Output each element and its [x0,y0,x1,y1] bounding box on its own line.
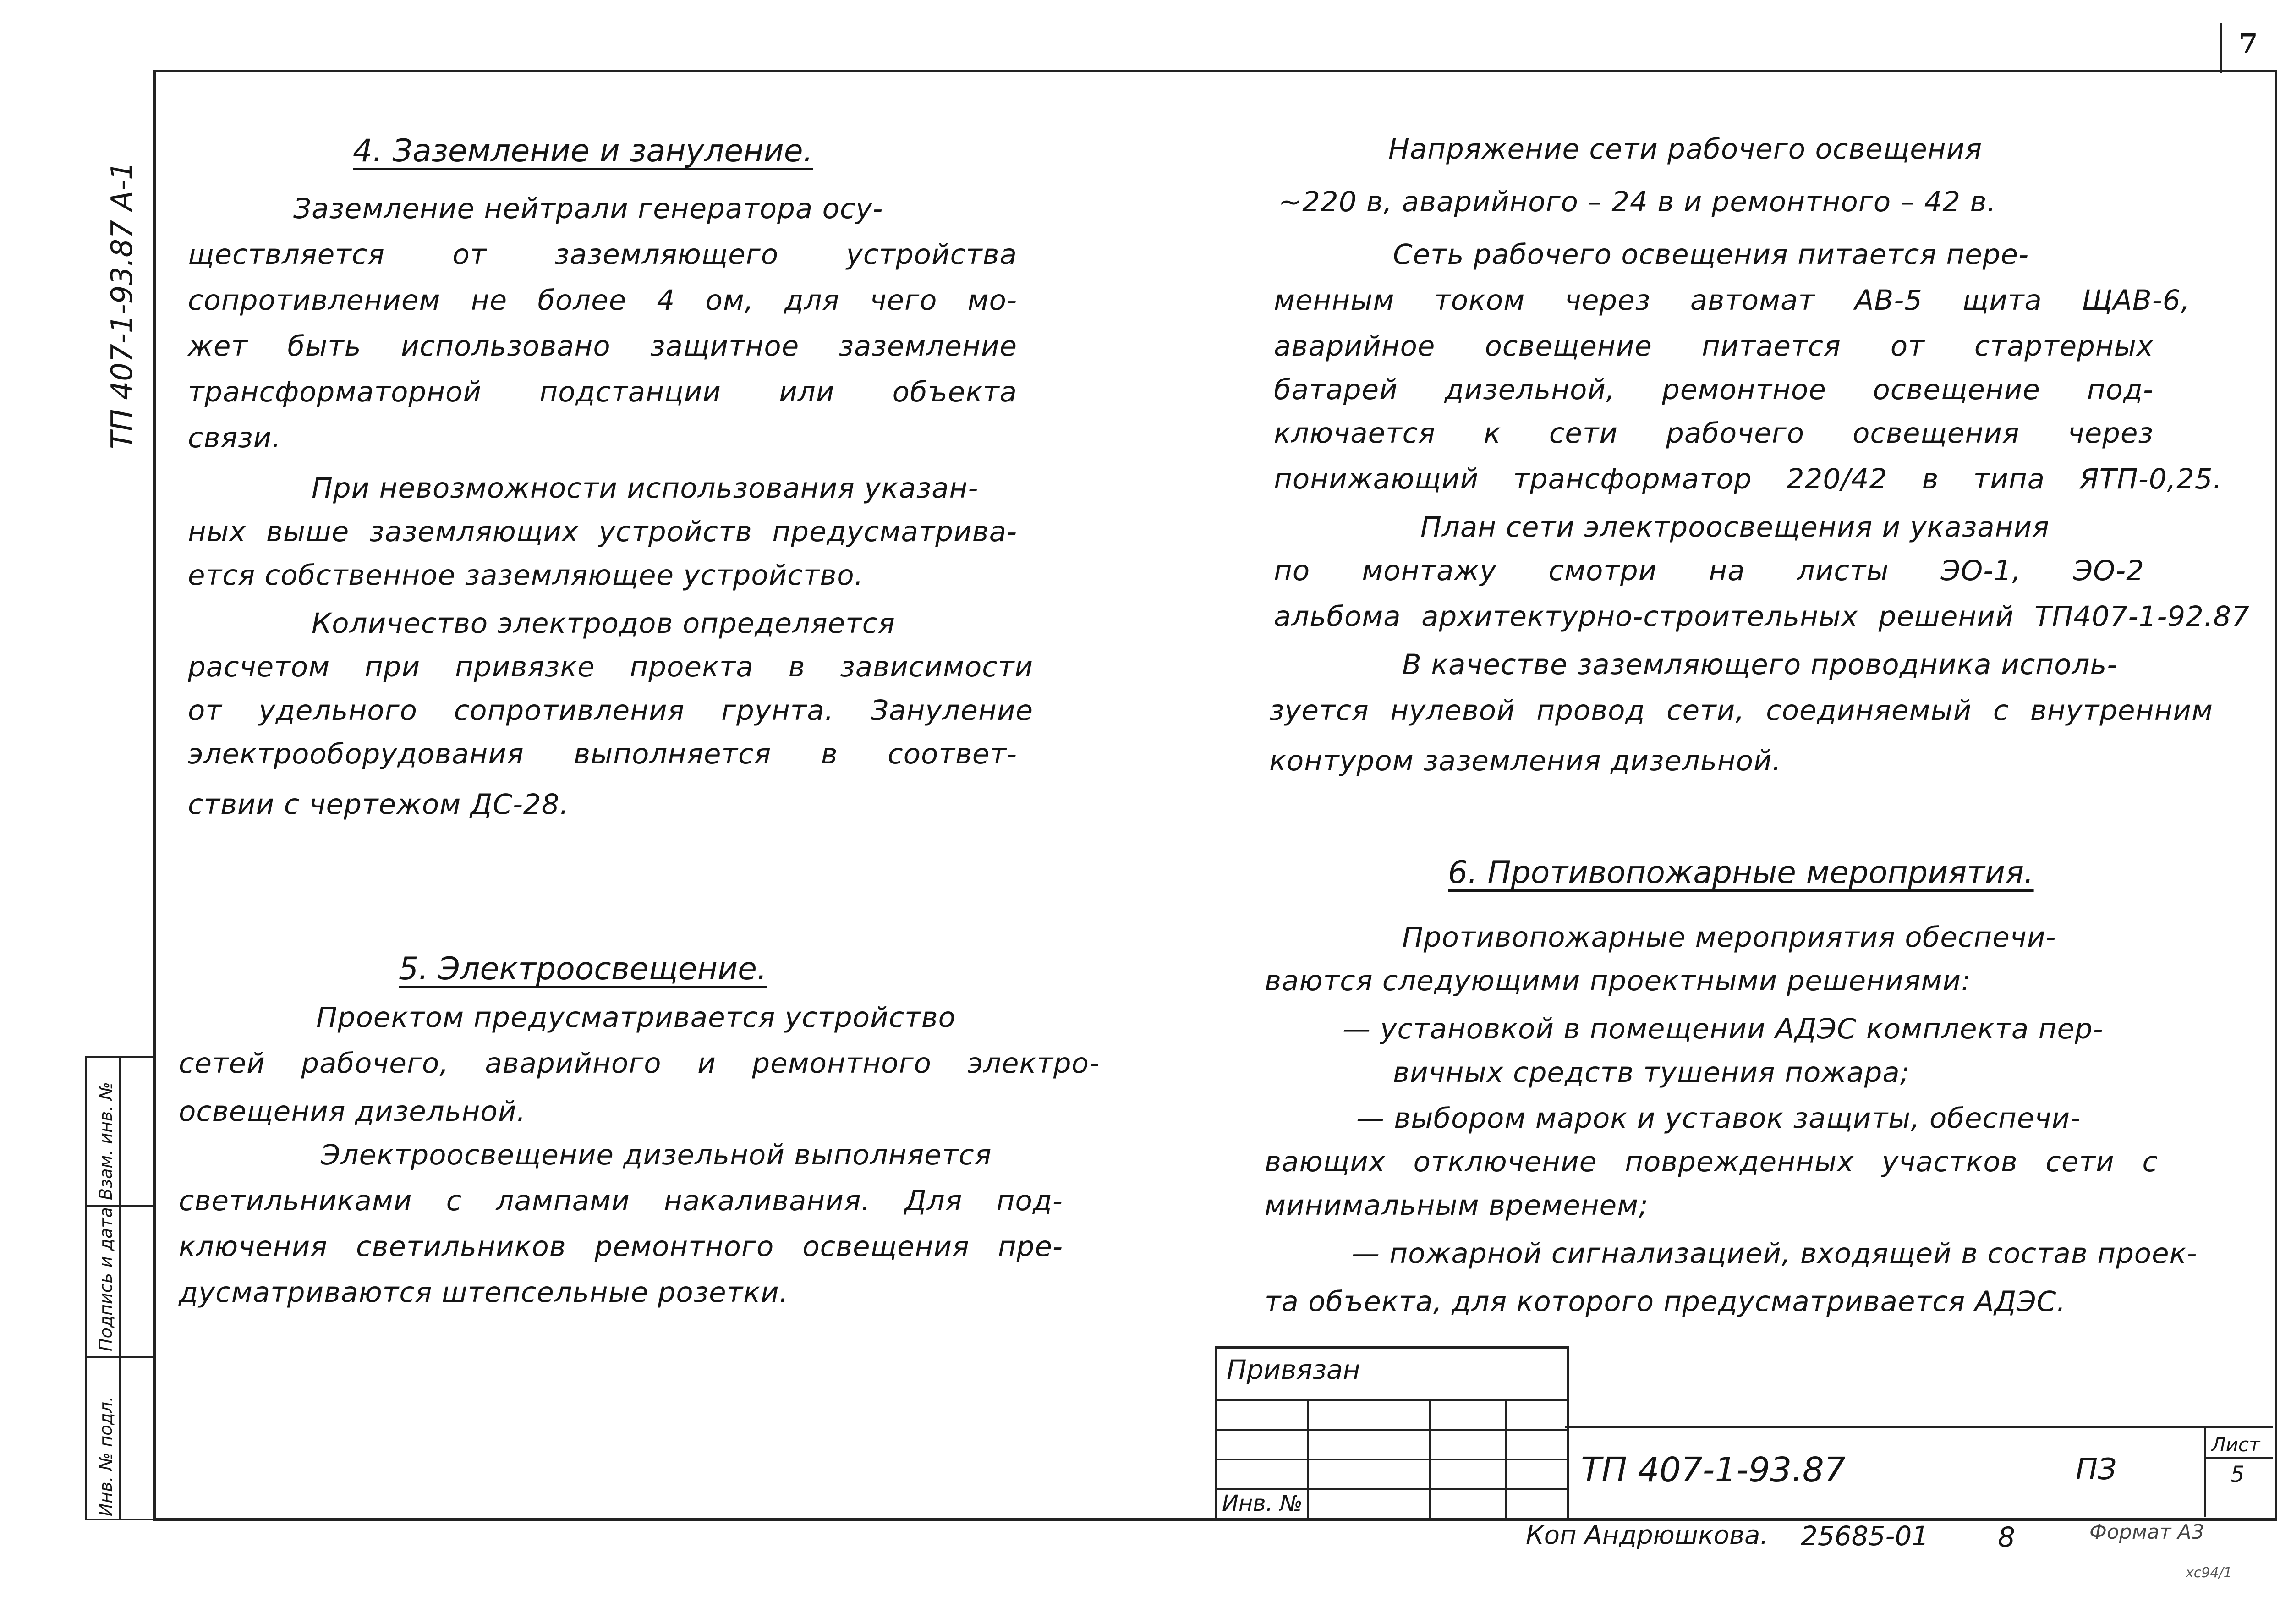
text-line: Сеть рабочего освещения питается пере- [1393,238,2029,271]
text-line: — выбором марок и уставок защиты, обеспечи- [1356,1102,2081,1135]
left-stamp-column [85,1056,155,1520]
stamp-label-vzam-inv: Взам. инв. № [96,1081,116,1200]
footer-mark: хс94/1 [2186,1565,2232,1581]
text-line: ключается к сети рабочего освещения через [1274,417,2154,450]
text-line: светильниками с лампами накаливания. Для под- [179,1185,1063,1217]
text-line: ных выше заземляющих устройств предусматрива- [188,516,1017,548]
privyazan-label: Привязан [1227,1354,1360,1385]
text-line: от удельного сопротивления грунта. Зануление [188,694,1033,727]
title-block [1215,1346,1569,1519]
document-code: ТП 407-1-93.87 [1581,1450,1846,1490]
text-line: освещения дизельной. [179,1095,526,1128]
text-line: по монтажу смотри на листы ЭО-1, ЭО-2 [1274,554,2144,587]
sheet-cell-rule [2204,1457,2273,1459]
format-label: Формат А3 [2089,1520,2204,1544]
stamp-label-signature-date: Подпись и дата [96,1207,116,1351]
text-line: дусматриваются штепсельные розетки. [179,1276,789,1309]
order-number: 25685-01 [1801,1520,1929,1552]
page-number-divider [2220,23,2222,73]
text-line: План сети электроосвещения и указания [1420,511,2050,543]
text-line: менным током через автомат АВ-5 щита ЩАВ-6, [1274,284,2190,317]
title-block-col-rule [1307,1401,1309,1519]
title-block-top-rule [1565,1426,2273,1428]
text-line: понижающий трансформатор 220/42 в типа ЯТП-0,25. [1274,463,2222,495]
text-line: Заземление нейтрали генератора осу- [293,192,883,225]
text-line: минимальным временем; [1265,1189,1649,1222]
text-line: ствии с чертежом ДС-28. [188,788,569,821]
text-line: — пожарной сигнализацией, входящей в состав проек- [1352,1237,2198,1270]
text-line: трансформаторной подстанции или объекта [188,376,1017,408]
text-line: Электроосвещение дизельной выполняется [321,1139,992,1171]
copied-by: Коп Андрюшкова. [1526,1520,1769,1550]
stamp-divider [87,1356,155,1358]
text-line: связи. [188,422,281,454]
stamp-divider [87,1205,155,1207]
text-line: ется собственное заземляющее устройство. [188,559,864,592]
text-line: расчетом при привязке проекта в зависимости [188,651,1033,683]
text-line: ключения светильников ремонтного освещения пре- [179,1230,1063,1263]
text-line: альбома архитектурно-строительных решений ТП407-1-92.87 [1274,600,2250,633]
text-line: ществляется от заземляющего устройства [188,238,1017,271]
text-line: контуром заземления дизельной. [1269,745,1782,777]
stamp-label-inv-podl: Инв. № подл. [96,1396,116,1516]
text-line: сетей рабочего, аварийного и ремонтного электро- [179,1047,1100,1080]
footer-number: 8 [1998,1521,2016,1553]
side-document-code: ТП 407-1-93.87 А-1 [105,161,139,449]
text-line: Количество электродов определяется [312,607,895,640]
page-number: 7 [2239,27,2258,60]
sheet-cell-divider [2204,1428,2206,1517]
title-block-col-rule [1429,1401,1431,1519]
section-5-title: 5. Электроосвещение. [399,951,767,987]
text-line: электрооборудования выполняется в соответ- [188,738,1017,770]
text-line: вающих отключение поврежденных участков сети с [1265,1146,2158,1178]
sheet-label: Лист [2211,1433,2260,1456]
text-line: Проектом предусматривается устройство [316,1001,956,1034]
text-line: сопротивлением не более 4 ом, для чего мо- [188,284,1017,317]
text-line: ваются следующими проектными решениями: [1265,965,1971,997]
text-line: вичных средств тушения пожара; [1393,1056,1910,1089]
text-line: При невозможности использования указан- [312,472,979,505]
title-block-rule [1217,1459,1567,1460]
text-line: жет быть использовано защитное заземление [188,330,1017,362]
text-line: батарей дизельной, ремонтное освещение под- [1274,373,2154,406]
text-line: Противопожарные мероприятия обеспечи- [1402,921,2056,954]
text-line: Напряжение сети рабочего освещения [1388,133,1983,165]
text-line: В качестве заземляющего проводника исполь- [1402,648,2118,681]
text-line: ~220 в, аварийного – 24 в и ремонтного – 42 в. [1278,186,1996,218]
inv-no-label: Инв. № [1222,1491,1303,1516]
title-block-rule [1217,1488,1567,1490]
title-block-rule [1217,1399,1567,1401]
section-6-title: 6. Противопожарные мероприятия. [1448,855,2034,891]
text-line: та объекта, для которого предусматривается АДЭС. [1265,1285,2066,1318]
text-line: — установкой в помещении АДЭС комплекта пер- [1343,1013,2104,1045]
text-line: аварийное освещение питается от стартерных [1274,330,2154,362]
title-block-col-rule [1505,1401,1507,1519]
title-block-rule [1217,1429,1567,1431]
sheet-value: 5 [2231,1462,2245,1487]
text-line: зуется нулевой провод сети, соединяемый с внутренним [1269,694,2213,727]
section-4-title: 4. Заземление и зануление. [353,133,813,169]
document-type: ПЗ [2076,1453,2117,1487]
